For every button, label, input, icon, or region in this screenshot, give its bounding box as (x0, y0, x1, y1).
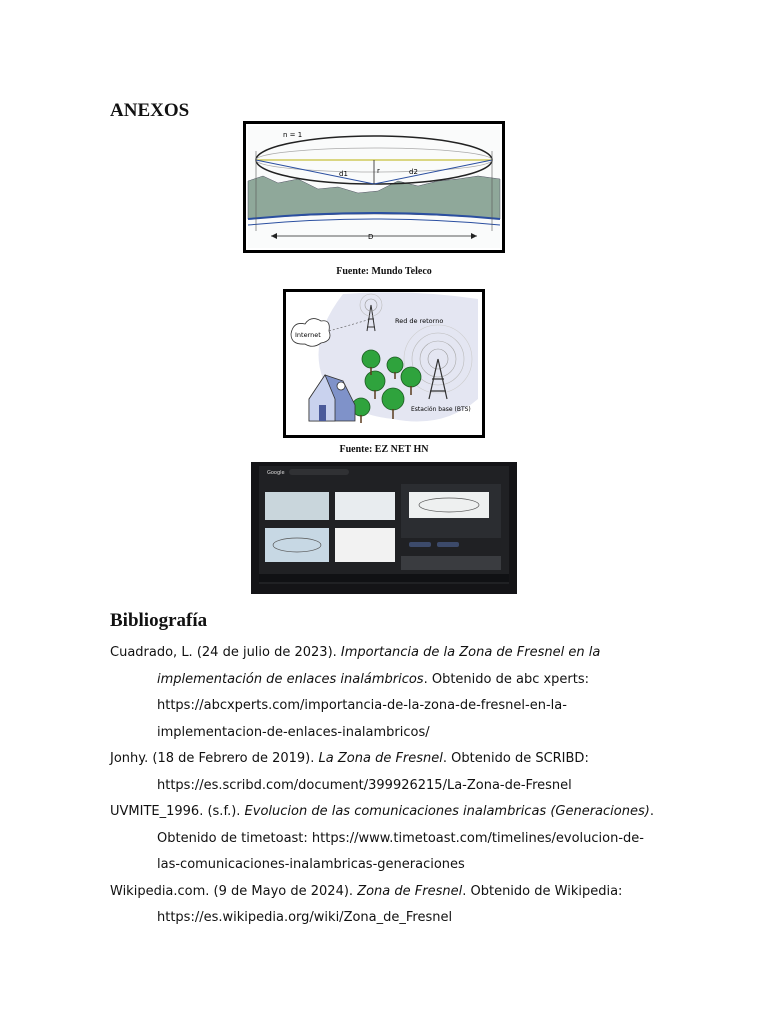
google-logo-text: Google (267, 470, 285, 476)
ref-title: Zona de Fresnel (357, 883, 463, 899)
ref-source: . Obtenido de Wikipedia: (462, 883, 623, 899)
ref-author-date: Cuadrado, L. (24 de julio de 2023). (110, 645, 341, 660)
ref-url-cont[interactable]: implementacion-de-enlaces-inalambricos/ (157, 724, 430, 740)
ref-url[interactable]: https://es.scribd.com/document/399926215/La-Zona-de-Fresnel (157, 777, 572, 793)
reference-entry (110, 640, 670, 746)
ref-title: La Zona de Fresnel (318, 751, 443, 766)
caption-figure-2 (0, 444, 768, 455)
fresnel-zone-figure (243, 121, 505, 253)
caption-figure-1 (0, 266, 768, 277)
bibliography-heading: Bibliografía (110, 610, 208, 631)
ref-author-date: Wikipedia.com. (9 de Mayo de 2024). (110, 883, 358, 899)
label-D: D (368, 233, 374, 241)
ref-source: . Obtenido de abc xperts: (423, 671, 590, 687)
bibliography-list (110, 640, 670, 932)
ref-url[interactable]: https://es.wikipedia.org/wiki/Zona_de_Fresnel (157, 910, 453, 925)
reference-entry (110, 746, 670, 799)
reference-entry (110, 799, 670, 879)
label-internet: Internet (295, 331, 321, 339)
ref-source-url[interactable]: Obtenido de timetoast: https://www.timetoast.com/timelines/evolucion-de- (157, 830, 644, 846)
label-r: r (377, 167, 380, 175)
label-d1: d1 (339, 170, 348, 178)
ref-source: . Obtenido de SCRIBD: (442, 751, 589, 766)
ref-title: Importancia de la Zona de Fresnel en la (340, 645, 601, 660)
caption-text: Fuente: EZ NET HN (339, 444, 429, 455)
ref-title: Evolucion de las comunicaciones inalambricas (Generaciones) (244, 804, 650, 819)
ref-url[interactable]: https://abcxperts.com/importancia-de-la-zona-de-fresnel-en-la- (157, 698, 567, 713)
label-n: n = 1 (283, 131, 303, 139)
reference-entry (110, 879, 670, 932)
ref-author-date: Jonhy. (18 de Febrero de 2019). (110, 751, 319, 766)
ref-author-date: UVMITE_1996. (s.f.). (110, 804, 245, 819)
label-backhaul: Red de retorno (395, 317, 444, 325)
ref-punct: . (649, 804, 654, 819)
network-illustration-figure (283, 289, 485, 438)
label-bts: Estación base (BTS) (411, 406, 471, 413)
ref-url-cont[interactable]: las-comunicaciones-inalambricas-generaciones (157, 857, 465, 872)
caption-text: Fuente: Mundo Teleco (336, 266, 432, 277)
ref-title-cont: implementación de enlaces inalámbricos (157, 671, 424, 687)
search-screenshot-figure (251, 462, 517, 594)
annex-heading: ANEXOS (110, 100, 190, 121)
label-d2: d2 (409, 168, 418, 176)
